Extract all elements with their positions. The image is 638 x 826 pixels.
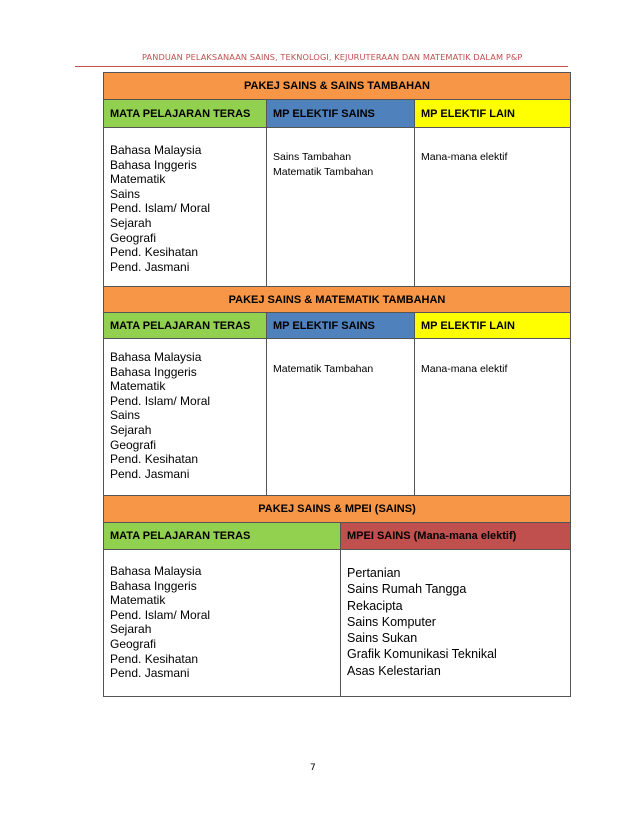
list-item: Pertanian [347,566,401,580]
list-item: Bahasa Inggeris [110,578,197,593]
package-table-sains-tambahan [103,72,571,288]
list-item: Sejarah [110,422,152,437]
list-item: Sejarah [110,622,152,637]
list-item: Mana-mana elektif [421,151,508,163]
list-item: Geografi [110,636,157,651]
package-title: PAKEJ SAINS & MATEMATIK TAMBAHAN [104,287,571,313]
science-electives-list [267,128,414,179]
science-electives-header: MP ELEKTIF SAINS [267,100,415,128]
list-item: Bahasa Inggeris [110,157,197,172]
list-item: Sains Sukan [347,631,418,646]
header-rule [75,66,568,67]
science-electives-header: MP ELEKTIF SAINS [267,313,415,339]
package-table-mpei-sains [103,495,571,697]
core-subjects-list [104,550,340,681]
list-item: Matematik [110,593,166,608]
list-item: Pend. Kesihatan [110,452,199,467]
mpei-science-cell [341,550,571,697]
list-item: Bahasa Malaysia [110,350,202,364]
list-item: Pend. Kesihatan [110,245,199,260]
other-electives-cell [415,128,571,288]
running-head: PANDUAN PELAKSANAAN SAINS, TEKNOLOGI, KEJURUTERAAN DAN MATEMATIK DALAM P&P [142,52,523,62]
list-item: Pend. Kesihatan [110,651,199,666]
list-item: Pend. Islam/ Moral [110,393,211,408]
list-item: Sains Rumah Tangga [347,582,467,597]
list-item: Matematik Tambahan [273,363,374,375]
list-item: Geografi [110,230,157,245]
core-subjects-header: MATA PELAJARAN TERAS [104,100,267,128]
mpei-science-header: MPEI SAINS (Mana-mana elektif) [341,523,571,550]
list-item: Geografi [110,437,157,452]
list-item: Bahasa Malaysia [110,143,202,157]
list-item: Asas Kelestarian [347,663,441,678]
list-item: Pend. Jasmani [110,466,190,481]
list-item: Pend. Jasmani [110,666,190,681]
list-item: Matematik [110,379,166,394]
page-number: 7 [310,763,316,773]
list-item: Sains [110,408,141,423]
core-subjects-cell [104,128,267,288]
core-subjects-cell [104,550,341,697]
list-item: Sains Tambahan [273,151,352,163]
list-item: Matematik Tambahan [273,165,374,178]
list-item: Pend. Islam/ Moral [110,201,211,216]
science-electives-cell [267,339,415,496]
core-subjects-cell [104,339,267,496]
science-electives-list [267,339,414,377]
other-electives-list [415,128,570,165]
list-item: Sejarah [110,215,152,230]
list-item: Bahasa Inggeris [110,364,197,379]
list-item: Sains Komputer [347,614,436,629]
core-subjects-list [104,339,266,481]
core-subjects-header: MATA PELAJARAN TERAS [104,523,341,550]
list-item: Grafik Komunikasi Teknikal [347,647,497,662]
package-table-matematik-tambahan [103,286,571,496]
package-title: PAKEJ SAINS & SAINS TAMBAHAN [104,73,571,100]
list-item: Pend. Jasmani [110,259,190,274]
other-electives-header: MP ELEKTIF LAIN [415,100,571,128]
list-item: Bahasa Malaysia [110,564,202,578]
other-electives-header: MP ELEKTIF LAIN [415,313,571,339]
core-subjects-header: MATA PELAJARAN TERAS [104,313,267,339]
core-subjects-list [104,128,266,274]
list-item: Matematik [110,172,166,187]
list-item: Mana-mana elektif [421,363,508,375]
list-item: Rekacipta [347,598,403,613]
other-electives-list [415,339,570,377]
other-electives-cell [415,339,571,496]
list-item: Pend. Islam/ Moral [110,607,211,622]
list-item: Sains [110,186,141,201]
science-electives-cell [267,128,415,288]
package-title: PAKEJ SAINS & MPEI (SAINS) [104,496,571,523]
mpei-science-list [341,550,570,679]
